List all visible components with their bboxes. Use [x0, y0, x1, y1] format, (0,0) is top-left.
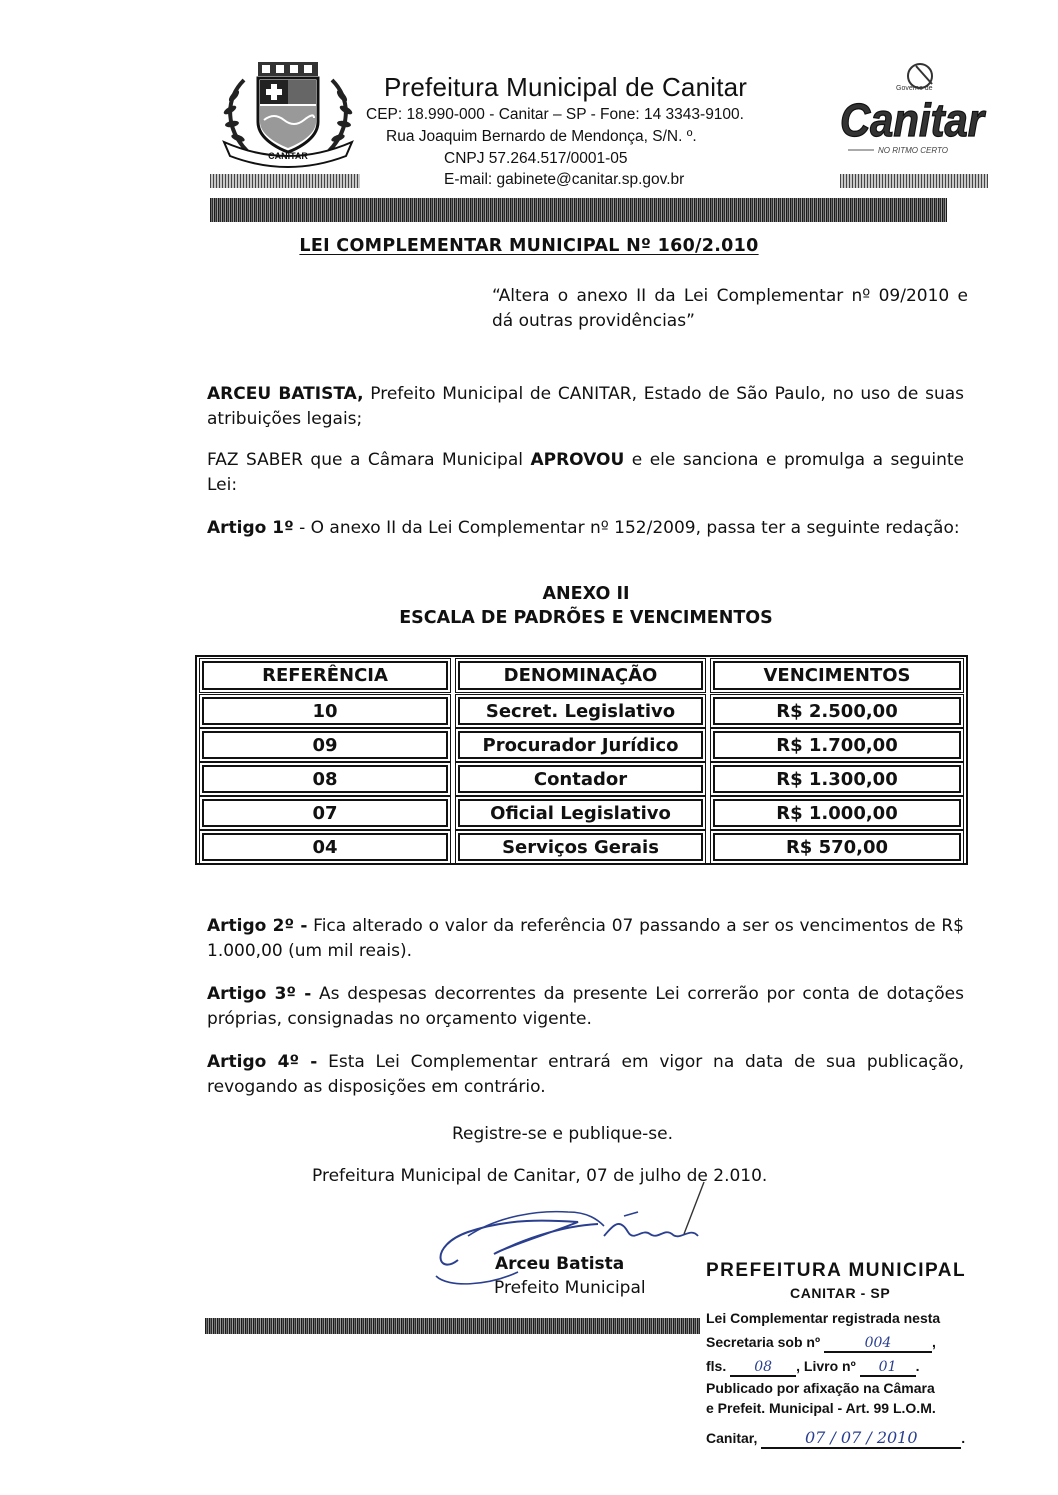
salary-table	[195, 655, 968, 865]
paragraph-preamble: ARCEU BATISTA, Prefeito Municipal de CANITAR, Estado de São Paulo, no uso de suas atribuições legais;	[207, 384, 964, 429]
table-cell-ref: 10	[202, 697, 448, 725]
law-title: LEI COMPLEMENTAR MUNICIPAL Nº 160/2.010	[299, 236, 759, 256]
annex-title: ANEXO II	[542, 584, 630, 604]
brand-small-text: Governo de	[896, 85, 933, 92]
signatory-role: Prefeito Municipal	[494, 1278, 646, 1298]
stamp-hand-fls: 08	[754, 1359, 773, 1375]
brand-slogan-text: NO RITMO CERTO	[878, 146, 948, 155]
header-stripe-left	[210, 174, 360, 188]
footer-divider-bar	[205, 1318, 700, 1334]
table-header-referencia: REFERÊNCIA	[202, 661, 448, 690]
stamp-line-artigo: e Prefeit. Municipal - Art. 99 L.O.M.	[706, 1400, 936, 1416]
header-address-line2: Rua Joaquim Bernardo de Mendonça, S/N. º.	[386, 128, 697, 145]
table-cell-vencimento: R$ 1.300,00	[713, 765, 961, 793]
table-cell-ref: 09	[202, 731, 448, 759]
header-stripe-right	[840, 174, 988, 188]
table-header-denominacao: DENOMINAÇÃO	[458, 661, 703, 690]
canitar-brand-logo	[838, 58, 988, 166]
paragraph-artigo-4: Artigo 4º - Esta Lei Complementar entrará em vigor na data de sua publicação, revogando as disposições em contrário.	[207, 1052, 964, 1097]
table-cell-denominacao: Secret. Legislativo	[458, 697, 703, 725]
register-publish-line: Registre-se e publique-se.	[452, 1124, 674, 1144]
stamp-hand-livro: 01	[878, 1359, 897, 1375]
stamp-line-registrada: Lei Complementar registrada nesta	[706, 1310, 941, 1326]
table-cell-vencimento: R$ 2.500,00	[713, 697, 961, 725]
paragraph-artigo-3: Artigo 3º - As despesas decorrentes da presente Lei correrão por conta de dotações próprias, consignadas no orçamento vigente.	[207, 984, 964, 1029]
paragraph-artigo-2: Artigo 2º - Fica alterado o valor da referência 07 passando a ser os vencimentos de R$ 1.000,00 (um mil reais).	[207, 916, 964, 961]
stamp-hand-numero: 004	[864, 1335, 892, 1351]
table-cell-denominacao: Serviços Gerais	[458, 833, 703, 861]
brand-name-text: Canitar	[840, 94, 986, 146]
stamp-line-fls-livro: fls. 08 , Livro nº 01 .	[706, 1358, 920, 1375]
table-cell-vencimento: R$ 1.000,00	[713, 799, 961, 827]
law-ementa: “Altera o anexo II da Lei Complementar nº 09/2010 e dá outras providências”	[492, 286, 968, 331]
table-cell-denominacao: Oficial Legislativo	[458, 799, 703, 827]
stamp-subtitle: CANITAR - SP	[790, 1285, 891, 1301]
stamp-line-secretaria: Secretaria sob nº 004 ,	[706, 1334, 936, 1351]
table-cell-ref: 04	[202, 833, 448, 861]
header-cnpj: CNPJ 57.264.517/0001-05	[444, 150, 628, 167]
header-divider-bar	[210, 198, 947, 222]
table-cell-vencimento: R$ 1.700,00	[713, 731, 961, 759]
header-email: E-mail: gabinete@canitar.sp.gov.br	[444, 171, 685, 188]
handwritten-signature-icon	[428, 1176, 718, 1292]
paragraph-artigo-1: Artigo 1º - O anexo II da Lei Complementar nº 152/2009, passa ter a seguinte redação:	[207, 518, 960, 538]
table-cell-vencimento: R$ 570,00	[713, 833, 961, 861]
coat-of-arms-icon	[214, 60, 362, 172]
header-address-line1: CEP: 18.990-000 - Canitar – SP - Fone: 14 3343-9100.	[366, 106, 744, 123]
crest-banner-text: CANITAR	[268, 151, 308, 161]
table-cell-denominacao: Procurador Jurídico	[458, 731, 703, 759]
table-cell-denominacao: Contador	[458, 765, 703, 793]
header-title: Prefeitura Municipal de Canitar	[384, 72, 748, 102]
annex-subtitle: ESCALA DE PADRÕES E VENCIMENTOS	[399, 608, 773, 628]
signatory-name: Arceu Batista	[495, 1254, 625, 1274]
stamp-line-publicado: Publicado por afixação na Câmara	[706, 1380, 935, 1396]
stamp-hand-data: 07 / 07 / 2010	[804, 1428, 918, 1447]
table-cell-ref: 08	[202, 765, 448, 793]
table-cell-ref: 07	[202, 799, 448, 827]
date-line: Prefeitura Municipal de Canitar, 07 de julho de 2.010.	[312, 1166, 768, 1186]
stamp-title: PREFEITURA MUNICIPAL	[706, 1260, 967, 1281]
paragraph-faz-saber: FAZ SABER que a Câmara Municipal APROVOU e ele sanciona e promulga a seguinte Lei:	[207, 450, 964, 495]
table-header-vencimentos: VENCIMENTOS	[713, 661, 961, 690]
stamp-line-data: Canitar, 07 / 07 / 2010 .	[706, 1428, 966, 1447]
